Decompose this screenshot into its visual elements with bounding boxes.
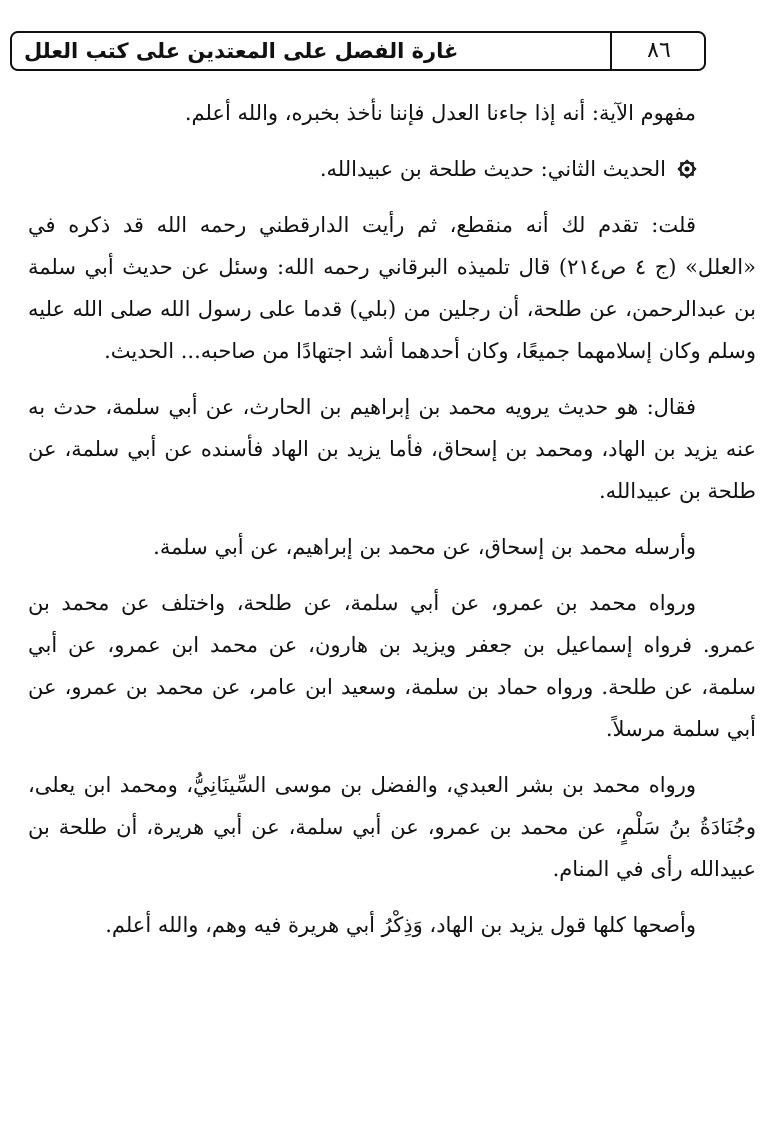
header-divider (610, 33, 612, 69)
paragraph-1: مفهوم الآية: أنه إذا جاءنا العدل فإننا نأخذ بخبره، والله أعلم. (184, 101, 696, 125)
section-heading (28, 148, 756, 190)
paragraph-6: ورواه محمد بن بشر العبدي، والفضل بن موسى السِّينَانِيُّ، ومحمد ابن يعلى، وجُنَادَةُ بنُ سَلْمٍ، عن محمد بن عمرو، عن أبي سلمة، عن أبي هريرة، أن طلحة بن عبيدالله رأى في المنام. (28, 773, 756, 881)
paragraph-5: ورواه محمد بن عمرو، عن أبي سلمة، عن طلحة، واختلف عن محمد بن عمرو. فرواه إسماعيل بن جعفر ويزيد بن هارون، عن محمد ابن عمرو، عن أبي سلمة، عن طلحة. ورواه حماد بن سلمة، وسعيد ابن عامر، عن محمد بن عمرو، عن أبي سلمة مرسلاً. (28, 591, 756, 741)
paragraph-4: وأرسله محمد بن إسحاق، عن محمد بن إبراهيم، عن أبي سلمة. (153, 535, 696, 559)
page-number: ٨٦ (647, 38, 671, 63)
page-header (10, 31, 706, 71)
paragraph-2: قلت: تقدم لك أنه منقطع، ثم رأيت الدارقطني رحمه الله قد ذكره في «العلل» (ج ٤ ص٢١٤) قال تلميذه البرقاني رحمه الله: وسئل عن حديث أبي سلمة بن عبدالرحمن، عن طلحة، أن رجلين من (بلي) قدما على رسول الله صلى الله عليه وسلم وكان إسلامهما جميعًا، وكان أحدهما أشد اجتهادًا من صاحبه... الحديث. (28, 213, 756, 363)
page-body (28, 92, 756, 960)
paragraph-3: فقال: هو حديث يرويه محمد بن إبراهيم بن الحارث، عن أبي سلمة، حدث به عنه يزيد بن الهاد، ومحمد بن إسحاق، فأما يزيد بن الهاد فأسنده عن أبي سلمة، عن طلحة بن عبيدالله. (28, 395, 756, 503)
paragraph-7: وأصحها كلها قول يزيد بن الهاد، وَذِكْرُ أبي هريرة فيه وهم، والله أعلم. (105, 913, 696, 937)
section-heading-text: الحديث الثاني: حديث طلحة بن عبيدالله. (319, 157, 666, 181)
running-title: غارة الفصل على المعتدين على كتب العلل (24, 39, 459, 63)
flower-ornament-icon (676, 158, 698, 180)
